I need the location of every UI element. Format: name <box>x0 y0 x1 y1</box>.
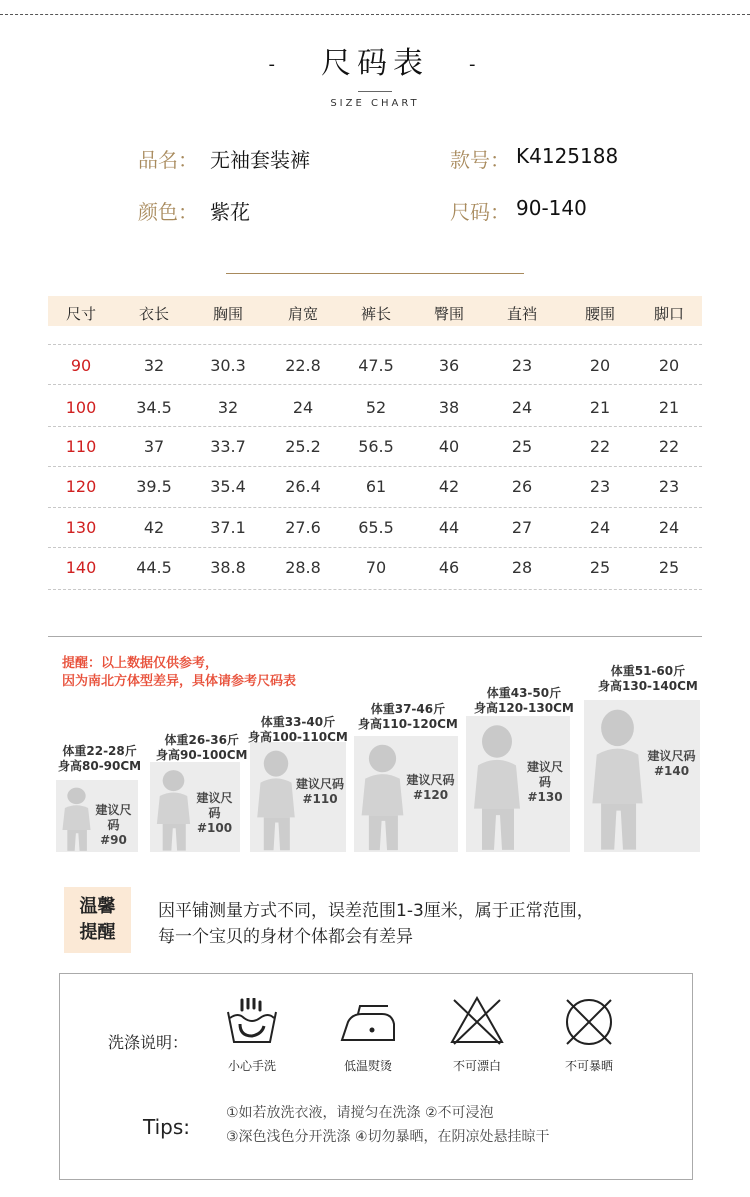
table-header-cell: 胸围 <box>212 305 243 323</box>
warm-tip-label-2: 提醒 <box>79 922 116 943</box>
table-cell: 36 <box>438 356 460 375</box>
title-dash-left: - <box>268 54 281 75</box>
style-number-label: 款号： <box>450 148 510 172</box>
size-range-label: 尺码： <box>450 200 510 224</box>
recommended-size-label: 建议尺码 <box>95 803 132 832</box>
recommended-size-value: #90 <box>100 833 127 847</box>
table-cell: 52 <box>365 398 387 417</box>
size-guide-card <box>150 762 240 852</box>
table-header-cell: 肩宽 <box>287 305 318 323</box>
table-cell: 24 <box>511 398 533 417</box>
table-cell: 42 <box>143 518 165 537</box>
table-cell: 38.8 <box>210 558 246 577</box>
table-size-cell: 140 <box>65 558 97 577</box>
table-cell: 39.5 <box>136 477 172 496</box>
recommended-size <box>191 791 238 836</box>
title-dash-right: - <box>469 54 482 75</box>
no-sun-dry-icon <box>563 996 615 1052</box>
table-row-divider <box>48 507 702 508</box>
table-cell: 44 <box>438 518 460 537</box>
table-cell: 23 <box>658 477 680 496</box>
table-header-cell: 衣长 <box>138 305 169 323</box>
page-title <box>0 38 750 82</box>
section-divider <box>48 636 702 637</box>
recommended-size-label: 建议尺码 <box>406 773 455 787</box>
table-header-cell: 直裆 <box>506 305 537 323</box>
table-cell: 37.1 <box>210 518 246 537</box>
size-range-value: 90-140 <box>516 196 587 220</box>
height-range: 身高110-120CM <box>358 717 458 731</box>
warm-tip-text <box>158 898 594 950</box>
table-cell: 65.5 <box>358 518 394 537</box>
table-cell: 21 <box>589 398 611 417</box>
table-cell: 30.3 <box>210 356 246 375</box>
child-silhouette-icon <box>358 742 407 852</box>
weight-range: 体重37-46斤 <box>370 702 446 716</box>
table-cell: 61 <box>365 477 387 496</box>
child-silhouette-icon <box>154 768 193 852</box>
table-cell: 70 <box>365 558 387 577</box>
table-cell: 33.7 <box>210 437 246 456</box>
product-name-value: 无袖套装裤 <box>210 148 310 172</box>
size-guide-card <box>250 742 346 852</box>
product-name-label: 品名： <box>138 148 198 172</box>
weight-height-label <box>474 686 574 716</box>
weight-height-label <box>248 715 348 745</box>
size-guide-card <box>584 700 700 852</box>
recommended-size <box>296 777 344 807</box>
height-range: 身高80-90CM <box>58 759 142 773</box>
size-table-header <box>48 296 702 326</box>
care-label: 洗涤说明： <box>108 1033 189 1052</box>
no-bleach-icon <box>450 996 504 1050</box>
table-cell: 24 <box>658 518 680 537</box>
child-silhouette-icon <box>588 706 647 852</box>
table-cell: 21 <box>658 398 680 417</box>
warm-tip-badge <box>64 887 131 953</box>
table-row-divider <box>48 384 702 385</box>
size-notice <box>62 655 296 691</box>
recommended-size-label: 建议尺码 <box>196 791 233 820</box>
table-header-cell: 裤长 <box>360 305 391 323</box>
weight-range: 体重22-28斤 <box>62 744 137 758</box>
weight-range: 体重43-50斤 <box>486 686 562 700</box>
notice-line-2: 因为南北方体型差异，具体请参考尺码表 <box>62 674 297 689</box>
top-dashed-divider <box>0 14 750 15</box>
tips-text <box>226 1101 550 1149</box>
page-subtitle: SIZE CHART <box>330 98 420 109</box>
weight-range: 体重26-36斤 <box>164 733 239 747</box>
recommended-size <box>522 760 568 805</box>
table-row-divider <box>48 344 702 345</box>
recommended-size-label: 建议尺码 <box>526 760 563 789</box>
recommended-size-value: #110 <box>302 792 338 806</box>
weight-height-label <box>156 733 247 763</box>
recommended-size-label: 建议尺码 <box>296 777 345 791</box>
table-cell: 22 <box>589 437 611 456</box>
height-range: 身高90-100CM <box>156 748 248 762</box>
table-cell: 23 <box>511 356 533 375</box>
table-cell: 25 <box>658 558 680 577</box>
table-header-cell: 臀围 <box>433 305 464 323</box>
table-size-cell: 110 <box>65 437 97 456</box>
table-cell: 38 <box>438 398 460 417</box>
table-cell: 47.5 <box>358 356 394 375</box>
table-header-cell: 脚口 <box>653 305 684 323</box>
color-label: 颜色： <box>138 200 198 224</box>
notice-line-1: 提醒：以上数据仅供参考， <box>62 656 219 671</box>
weight-height-label <box>58 744 141 774</box>
table-header-cell: 尺寸 <box>65 305 96 323</box>
child-silhouette-icon <box>254 748 298 852</box>
recommended-size-value: #120 <box>412 788 449 802</box>
table-cell: 25.2 <box>285 437 321 456</box>
color-value: 紫花 <box>210 200 250 224</box>
size-guide-card <box>466 716 570 852</box>
table-cell: 32 <box>217 398 239 417</box>
tips-line-1: ①如若放洗衣液，请搅匀在洗涤 ②不可浸泡 <box>226 1105 494 1121</box>
table-row-divider <box>48 466 702 467</box>
table-cell: 28.8 <box>285 558 321 577</box>
table-cell: 25 <box>511 437 533 456</box>
table-size-cell: 130 <box>65 518 97 537</box>
hand-wash-icon <box>222 998 282 1052</box>
table-cell: 25 <box>589 558 611 577</box>
recommended-size-value: #100 <box>196 821 233 835</box>
recommended-size-value: #130 <box>527 790 563 804</box>
table-cell: 27 <box>511 518 533 537</box>
table-row-divider <box>48 426 702 427</box>
table-cell: 44.5 <box>136 558 172 577</box>
table-cell: 40 <box>438 437 460 456</box>
title-underline <box>358 91 392 92</box>
recommended-size <box>91 803 136 848</box>
height-range: 身高130-140CM <box>598 679 698 693</box>
info-divider <box>226 273 524 274</box>
weight-height-label <box>358 702 458 732</box>
child-silhouette-icon <box>470 722 524 852</box>
no-sun-dry-caption: 不可暴晒 <box>564 1059 613 1073</box>
table-cell: 35.4 <box>210 477 246 496</box>
weight-height-label <box>598 664 698 694</box>
table-size-cell: 90 <box>70 356 92 375</box>
table-cell: 42 <box>438 477 460 496</box>
table-cell: 20 <box>658 356 680 375</box>
table-cell: 26 <box>511 477 533 496</box>
table-row-divider <box>48 547 702 548</box>
table-size-cell: 100 <box>65 398 97 417</box>
table-cell: 24 <box>589 518 611 537</box>
low-iron-caption: 低温熨烫 <box>343 1059 392 1073</box>
table-cell: 28 <box>511 558 533 577</box>
table-cell: 34.5 <box>136 398 172 417</box>
table-cell: 22 <box>658 437 680 456</box>
table-cell: 24 <box>292 398 314 417</box>
height-range: 身高120-130CM <box>474 701 574 715</box>
size-guide-card <box>354 736 458 852</box>
table-header-cell: 腰围 <box>584 305 615 323</box>
height-range: 身高100-110CM <box>248 730 348 744</box>
table-cell: 32 <box>143 356 165 375</box>
weight-range: 体重51-60斤 <box>610 664 686 678</box>
recommended-size <box>405 773 456 803</box>
tips-label: Tips: <box>143 1115 191 1139</box>
size-guide-card <box>56 780 138 852</box>
style-number-value: K4125188 <box>516 144 619 168</box>
table-cell: 23 <box>589 477 611 496</box>
warm-tip-label-1: 温馨 <box>79 896 116 917</box>
recommended-size <box>645 749 698 779</box>
table-cell: 26.4 <box>285 477 321 496</box>
hand-wash-caption: 小心手洗 <box>227 1059 276 1073</box>
table-cell: 22.8 <box>285 356 321 375</box>
child-silhouette-icon <box>60 786 93 852</box>
weight-range: 体重33-40斤 <box>260 715 336 729</box>
table-cell: 56.5 <box>358 437 394 456</box>
table-cell: 46 <box>438 558 460 577</box>
recommended-size-label: 建议尺码 <box>647 749 696 763</box>
recommended-size-value: #140 <box>653 764 690 778</box>
table-cell: 20 <box>589 356 611 375</box>
table-cell: 37 <box>143 437 165 456</box>
table-cell: 27.6 <box>285 518 321 537</box>
title-text: 尺码表 <box>321 46 429 81</box>
table-row-divider <box>48 589 702 590</box>
low-iron-icon <box>338 1002 398 1050</box>
table-size-cell: 120 <box>65 477 97 496</box>
warm-tip-line-2: 每一个宝贝的身材个体都会有差异 <box>158 927 413 947</box>
warm-tip-line-1: 因平铺测量方式不同，误差范围1-3厘米，属于正常范围， <box>158 901 594 921</box>
no-bleach-caption: 不可漂白 <box>452 1059 501 1073</box>
tips-line-2: ③深色浅色分开洗涤 ④切勿暴晒，在阴凉处悬挂晾干 <box>226 1129 550 1145</box>
